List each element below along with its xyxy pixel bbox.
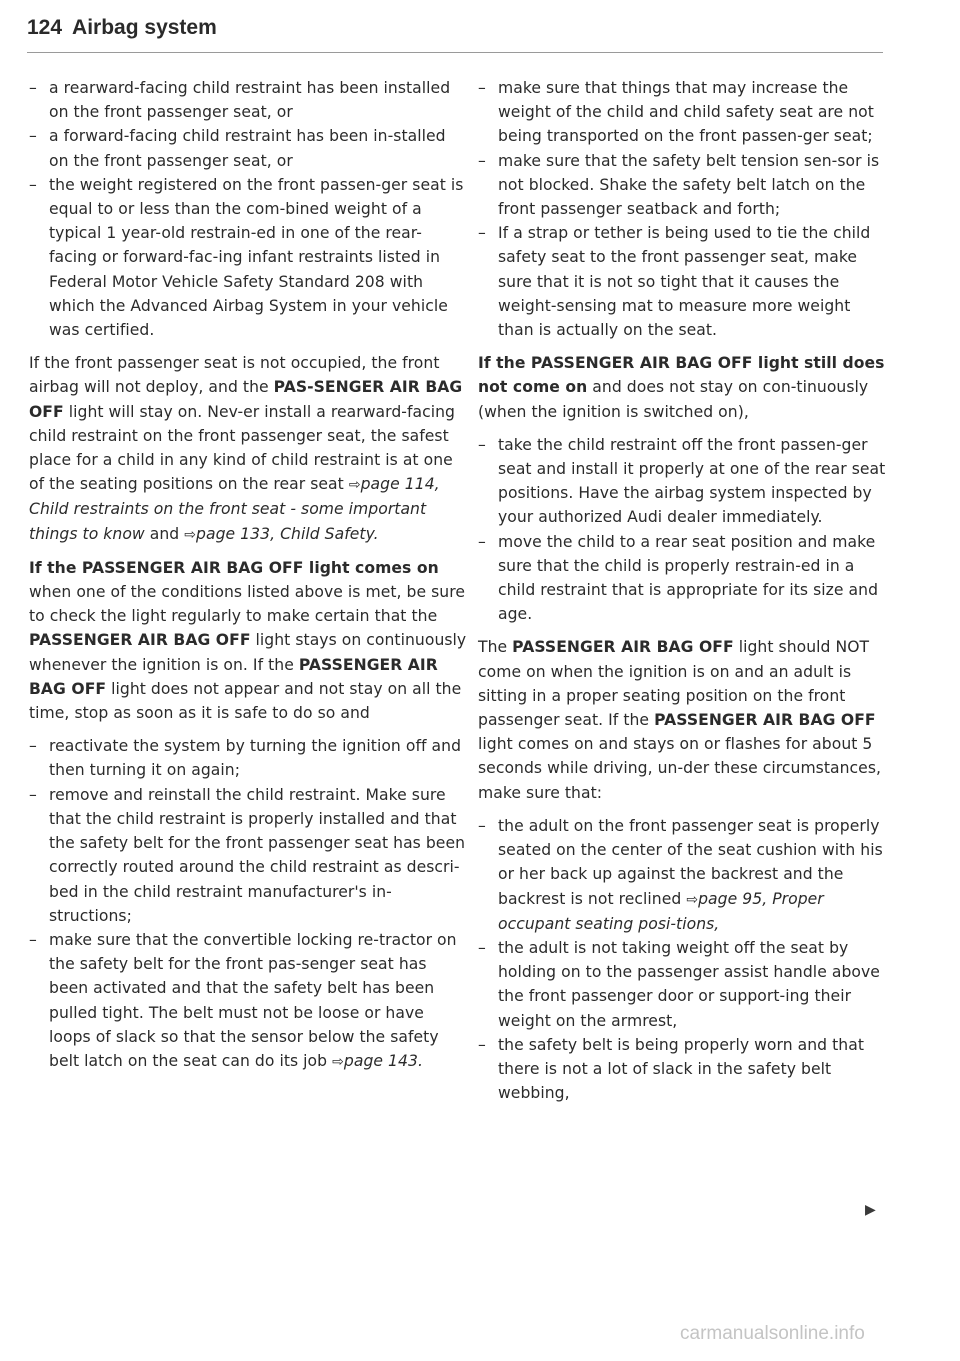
page-header — [27, 16, 882, 40]
watermark: carmanualsonline.info — [680, 1323, 865, 1344]
list-item: – make sure that the safety belt tension sen-sor is not blocked. Shake the safety belt latch on the front passenger seatback and forth; — [478, 149, 890, 222]
page-number: 124 — [27, 16, 63, 39]
page-reference-link[interactable]: ⇨page 114, Child restraints on the front seat - some important things to know — [29, 475, 440, 543]
arrow-right-icon: ⇨ — [348, 477, 361, 494]
paragraph-adult-seated: The PASSENGER AIR BAG OFF light should NOT come on when the ignition is on and an adult is sitting in a proper seating position on the front passenger seat. If the PASSENGER AIR BAG OFF light comes on and stays on or flashes for about 5 seconds while driving, un-der these circumstances, make sure that: — [478, 638, 882, 802]
list-item: – reactivate the system by turning the ignition off and then turning it on again; — [29, 734, 469, 782]
right-column — [478, 76, 890, 1105]
paragraph-still-not-on: If the PASSENGER AIR BAG OFF light still does not come on and does not stay on con-tinuously (when the ignition is switched on), — [478, 354, 885, 421]
list-item: – move the child to a rear seat position and make sure that the child is properly restrain-ed in a child restraint that is appropriate for its size and age. — [478, 530, 890, 627]
section-title: Airbag system — [72, 16, 217, 39]
list-item: – If a strap or tether is being used to tie the child safety seat to the front passenger seat, make sure that it is not so tight that it causes the weight-sensing mat to measure more weight than is actually on the seat. — [478, 221, 890, 342]
list-item: – take the child restraint off the front passen-ger seat and install it properly at one of the rear seat positions. Have the airbag system inspected by your authorized Audi dealer immediately. — [478, 433, 890, 530]
paragraph-unoccupied-seat: If the front passenger seat is not occupied, the front airbag will not deploy, and the PAS-SENGER AIR BAG OFF light will stay on. Nev-er install a rearward-facing child restraint on the front passenger seat, the safest place for a child in any kind of child restraint is at one of the seating positions on the rear seat ⇨page 114, Child restraints on the front seat - some important things to know and ⇨page 133, Child Safety. — [29, 354, 463, 543]
paragraph-light-comes-on: If the PASSENGER AIR BAG OFF light comes on when one of the conditions listed above is met, be sure to check the light regularly to make certain that the PASSENGER AIR BAG OFF light stays on continuously whenever the ignition is on. If the PASSENGER AIR BAG OFF light does not appear and not stay on all the time, stop as soon as it is safe to do so and — [29, 558, 467, 723]
page-reference-link[interactable]: ⇨page 95, Proper occupant seating posi-tions, — [498, 889, 824, 933]
page-reference-link[interactable]: ⇨page 143. — [332, 1051, 423, 1070]
list-item: – make sure that the convertible locking re-tractor on the safety belt for the front pas-senger seat has been activated and that the safety belt has been pulled tight. The belt must not be loose or have loops of slack so that the sensor below the safety belt latch on the seat can do its job ⇨page 143. — [29, 928, 469, 1074]
list-item: – the weight registered on the front passen-ger seat is equal to or less than the com-bined weight of a typical 1 year-old restrain-ed in one of the rear-facing or forward-fac-ing infant restraints listed in Federal Motor Vehicle Safety Standard 208 with which the Advanced Airbag System in your vehicle was certified. — [29, 173, 469, 342]
arrow-right-icon: ⇨ — [332, 1053, 344, 1070]
arrow-right-icon: ⇨ — [184, 526, 197, 543]
list-item: – remove and reinstall the child restraint. Make sure that the child restraint is properly installed and that the safety belt for the front passenger seat has been correctly routed around the child restraint as descri-bed in the child restraint manufacturer's in-structions; — [29, 783, 469, 928]
list-item: – make sure that things that may increase the weight of the child and child safety seat are not being transported on the front passen-ger seat; — [478, 76, 890, 149]
page-reference-link[interactable]: ⇨page 133, Child Safety. — [184, 524, 379, 543]
header-rule — [27, 52, 883, 53]
list-item: – the adult on the front passenger seat is properly seated on the center of the seat cushion with his or her back up against the backrest and the backrest is not reclined ⇨page 95, Proper occupant seating posi-tions, — [478, 814, 890, 936]
continue-arrow-icon: ▶ — [865, 1202, 876, 1218]
list-item: – a rearward-facing child restraint has been installed on the front passenger seat, or — [29, 76, 469, 124]
list-item: – a forward-facing child restraint has been in-stalled on the front passenger seat, or — [29, 124, 469, 172]
arrow-right-icon: ⇨ — [686, 891, 699, 908]
list-item: – the safety belt is being properly worn and that there is not a lot of slack in the safety belt webbing, — [478, 1033, 890, 1106]
left-column — [29, 76, 469, 1074]
list-item: – the adult is not taking weight off the seat by holding on to the passenger assist handle above the front passenger door or support-ing their weight on the armrest, — [478, 936, 890, 1033]
